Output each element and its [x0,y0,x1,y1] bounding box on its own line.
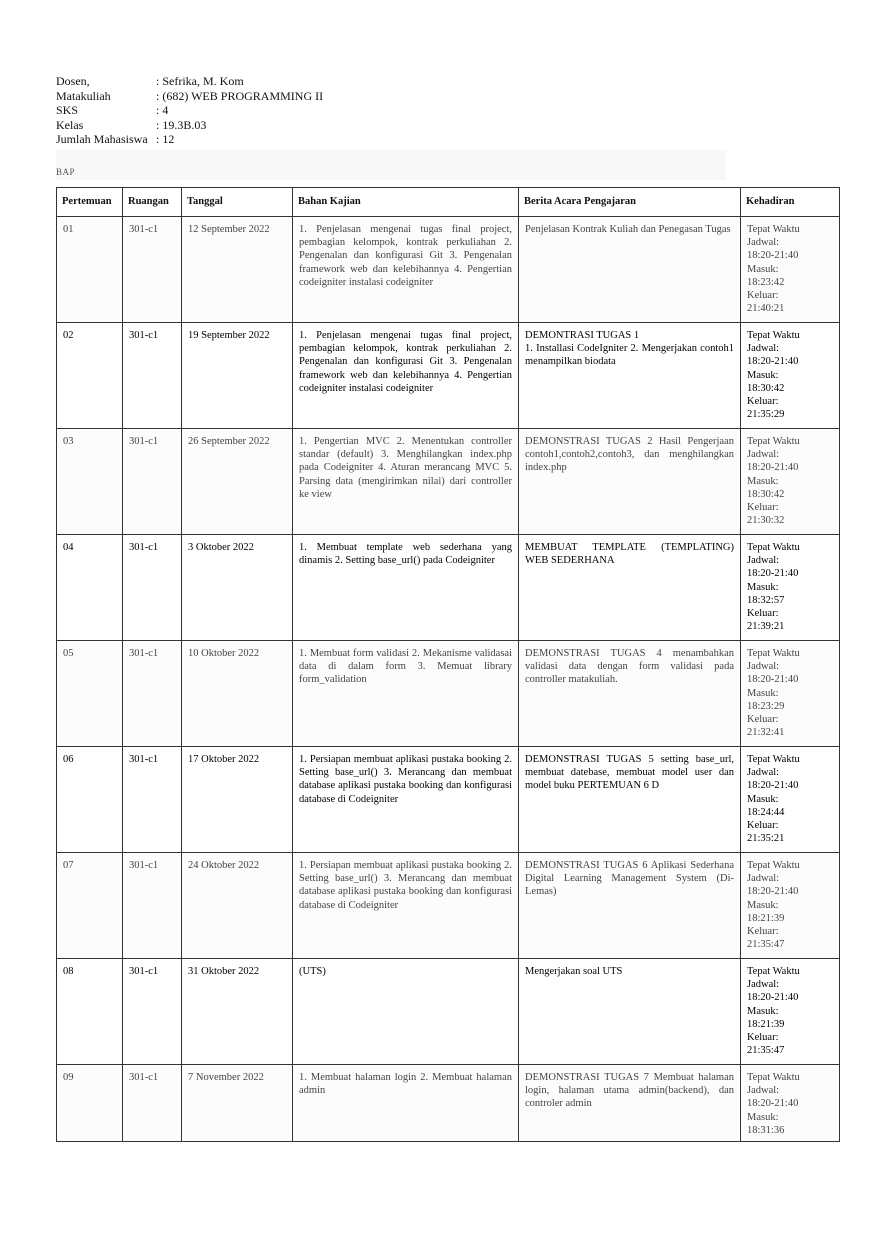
bap-label: BAP [56,167,76,177]
kehadiran-line: 21:35:21 [747,833,785,845]
kehadiran-line: 18:20-21:40 [747,780,799,792]
bahan-kajian-cell: (UTS) [293,959,519,1065]
pertemuan-cell: 06 [57,747,123,853]
table-row [57,323,840,429]
berita-line: DEMONSTRASI TUGAS 7 Membuat halaman login, halaman utama admin(backend), dan controler admin [525,1072,734,1110]
ruangan-cell: 301-c1 [123,323,182,429]
kehadiran-cell [741,217,840,323]
ruangan-cell: 301-c1 [123,747,182,853]
pertemuan-cell: 02 [57,323,123,429]
bap-band [56,150,726,180]
header-pertemuan: Pertemuan [57,188,123,217]
kehadiran-line: Tepat Waktu [747,754,800,765]
bap-table [56,187,840,1142]
kehadiran-line: Keluar: [747,608,779,620]
ruangan-cell: 301-c1 [123,429,182,535]
bahan-kajian-cell: 1. Penjelasan mengenai tugas final project, pembagian kelompok, kontrak perkuliahan 2. Pengenalan dan konfigurasi Git 3. Pengenalan framework web dan kelebihannya 4. Pengertian codeigniter instalasi codeigniter [293,217,519,323]
kehadiran-line: Masuk: [747,1005,779,1017]
kehadiran-line: Masuk: [747,1111,779,1123]
kehadiran-line: 18:21:39 [747,912,785,924]
bahan-kajian-cell: 1. Membuat template web sederhana yang dinamis 2. Setting base_url() pada Codeigniter [293,535,519,641]
tanggal-cell: 10 Oktober 2022 [182,641,293,747]
pertemuan-cell: 01 [57,217,123,323]
berita-acara-cell [519,853,741,959]
kehadiran-line: 18:20-21:40 [747,1098,799,1110]
kehadiran-line: Keluar: [747,502,779,514]
berita-acara-cell [519,959,741,1065]
header-kehadiran: Kehadiran [741,188,840,217]
tanggal-cell: 19 September 2022 [182,323,293,429]
berita-acara-cell [519,535,741,641]
info-row-kelas: Kelas : 19.3B.03 [56,117,207,132]
table-row [57,535,840,641]
berita-acara-cell [519,641,741,747]
kehadiran-line: 21:40:21 [747,303,785,315]
header-bahan-kajian: Bahan Kajian [293,188,519,217]
kehadiran-line: Tepat Waktu [747,224,800,235]
header-tanggal: Tanggal [182,188,293,217]
pertemuan-cell: 04 [57,535,123,641]
kehadiran-line: Masuk: [747,793,779,805]
pertemuan-cell: 09 [57,1065,123,1142]
bahan-kajian-cell: 1. Persiapan membuat aplikasi pustaka booking 2. Setting base_url() 3. Merancang dan membuat database aplikasi pustaka booking dan konfigurasi database di Codeigniter [293,747,519,853]
kehadiran-line: 21:35:47 [747,939,785,951]
ruangan-cell: 301-c1 [123,535,182,641]
kehadiran-line: 18:30:42 [747,488,785,500]
kehadiran-line: Jadwal: [747,767,780,779]
kehadiran-line: 21:35:47 [747,1045,785,1057]
berita-line: DEMONSTRASI TUGAS 4 menambahkan validasi data dengan form validasi pada controller matakuliah. [525,648,734,686]
pertemuan-cell: 05 [57,641,123,747]
kehadiran-line: Tepat Waktu [747,966,800,977]
kehadiran-line: 18:20-21:40 [747,250,799,262]
kehadiran-line: Jadwal: [747,661,780,673]
ruangan-cell: 301-c1 [123,959,182,1065]
kehadiran-line: 18:20-21:40 [747,568,799,580]
kehadiran-line: Jadwal: [747,979,780,991]
table-header-row [57,188,840,217]
kehadiran-line: 18:24:44 [747,806,785,818]
kehadiran-line: 18:20-21:40 [747,886,799,898]
berita-acara-cell [519,429,741,535]
tanggal-cell: 31 Oktober 2022 [182,959,293,1065]
tanggal-cell: 3 Oktober 2022 [182,535,293,641]
kehadiran-line: Masuk: [747,475,779,487]
kehadiran-line: Masuk: [747,687,779,699]
kehadiran-cell [741,959,840,1065]
kehadiran-line: Tepat Waktu [747,1072,800,1083]
berita-line: MEMBUAT TEMPLATE (TEMPLATING) WEB SEDERHANA [525,542,734,567]
kehadiran-line: 18:20-21:40 [747,674,799,686]
kehadiran-line: Masuk: [747,581,779,593]
info-row-sks: SKS : 4 [56,103,169,117]
kehadiran-line: 21:32:41 [747,727,785,739]
table-row [57,747,840,853]
kehadiran-cell [741,429,840,535]
table-row [57,429,840,535]
table-row [57,853,840,959]
tanggal-cell: 17 Oktober 2022 [182,747,293,853]
bahan-kajian-cell: 1. Persiapan membuat aplikasi pustaka booking 2. Setting base_url() 3. Merancang dan membuat database aplikasi pustaka booking dan konfigurasi database di Codeigniter [293,853,519,959]
kehadiran-line: 21:39:21 [747,621,785,633]
kehadiran-line: 18:30:42 [747,382,785,394]
info-row-matakuliah: Matakuliah : (682) WEB PROGRAMMING II [56,88,324,103]
kehadiran-line: 18:23:42 [747,276,785,288]
header-berita-acara: Berita Acara Pengajaran [519,188,741,217]
kehadiran-line: 18:20-21:40 [747,992,799,1004]
kehadiran-line: Keluar: [747,1032,779,1044]
table-row [57,217,840,323]
kehadiran-line: 21:30:32 [747,515,785,527]
pertemuan-cell: 07 [57,853,123,959]
bahan-kajian-cell: 1. Membuat form validasi 2. Mekanisme validasai data di dalam form 3. Memuat library form_validation [293,641,519,747]
kehadiran-line: Jadwal: [747,343,780,355]
tanggal-cell: 26 September 2022 [182,429,293,535]
kehadiran-line: Keluar: [747,714,779,726]
bahan-kajian-cell: 1. Pengertian MVC 2. Menentukan controller standar (default) 3. Menghilangkan index.php pada Codeigniter 4. Aturan merancang MVC 5. Parsing data (mengirimkan nilai) dari controller ke view [293,429,519,535]
berita-acara-cell [519,217,741,323]
kehadiran-line: 18:20-21:40 [747,462,799,474]
kehadiran-cell [741,747,840,853]
berita-line: DEMONSTRASI TUGAS 5 setting base_url, membuat datebase, membuat model user dan model buku PERTEMUAN 6 D [525,754,734,792]
kehadiran-cell [741,323,840,429]
kehadiran-line: 18:23:29 [747,700,785,712]
kehadiran-line: Jadwal: [747,449,780,461]
kehadiran-line: Keluar: [747,926,779,938]
bahan-kajian-cell: 1. Membuat halaman login 2. Membuat halaman admin [293,1065,519,1142]
kehadiran-line: Keluar: [747,820,779,832]
pertemuan-cell: 03 [57,429,123,535]
kehadiran-line: Masuk: [747,369,779,381]
kehadiran-line: 18:21:39 [747,1018,785,1030]
kehadiran-cell [741,853,840,959]
kehadiran-line: Keluar: [747,396,779,408]
berita-line: DEMONSTRASI TUGAS 2 Hasil Pengerjaan contoh1,contoh2,contoh3, dan menghilangkan index.php [525,436,734,474]
header-ruangan: Ruangan [123,188,182,217]
kehadiran-line: Masuk: [747,899,779,911]
berita-acara-cell [519,747,741,853]
berita-acara-cell [519,1065,741,1142]
berita-line: Penjelasan Kontrak Kuliah dan Penegasan Tugas [525,224,731,235]
tanggal-cell: 12 September 2022 [182,217,293,323]
kehadiran-line: 18:32:57 [747,594,785,606]
kehadiran-line: Masuk: [747,263,779,275]
info-row-jumlah-mahasiswa: Jumlah Mahasiswa : 12 [56,132,175,146]
kehadiran-line: Jadwal: [747,1085,780,1097]
kehadiran-line: Jadwal: [747,873,780,885]
kehadiran-line: Keluar: [747,290,779,302]
tanggal-cell: 24 Oktober 2022 [182,853,293,959]
table-row [57,1065,840,1142]
info-row-dosen: Dosen, : Sefrika, M. Kom [56,74,244,88]
berita-line: Mengerjakan soal UTS [525,966,623,977]
table-row [57,959,840,1065]
course-info [56,74,323,147]
ruangan-cell: 301-c1 [123,853,182,959]
kehadiran-line: 18:20-21:40 [747,356,799,368]
tanggal-cell: 7 November 2022 [182,1065,293,1142]
kehadiran-cell [741,1065,840,1142]
table-row [57,641,840,747]
kehadiran-cell [741,535,840,641]
berita-line: 1. Installasi CodeIgniter 2. Mengerjakan contoh1 menampilkan biodata [525,343,734,368]
kehadiran-line: Tepat Waktu [747,860,800,871]
kehadiran-line: Tepat Waktu [747,436,800,447]
kehadiran-line: 18:31:36 [747,1124,785,1136]
ruangan-cell: 301-c1 [123,217,182,323]
ruangan-cell: 301-c1 [123,1065,182,1142]
bahan-kajian-cell: 1. Penjelasan mengenai tugas final project, pembagian kelompok, kontrak perkuliahan 2. Pengenalan dan konfigurasi Git 3. Pengenalan framework web dan kelebihannya 4. Pengertian codeigniter instalasi codeigniter [293,323,519,429]
ruangan-cell: 301-c1 [123,641,182,747]
berita-line: DEMONTRASI TUGAS 1 [525,330,640,341]
kehadiran-line: Jadwal: [747,237,780,249]
pertemuan-cell: 08 [57,959,123,1065]
kehadiran-line: Tepat Waktu [747,330,800,341]
berita-acara-cell [519,323,741,429]
kehadiran-line: Tepat Waktu [747,542,800,553]
kehadiran-line: Jadwal: [747,555,780,567]
kehadiran-line: 21:35:29 [747,409,785,421]
berita-line: DEMONSTRASI TUGAS 6 Aplikasi Sederhana Digital Learning Management System (Di-Lemas) [525,860,734,898]
kehadiran-cell [741,641,840,747]
kehadiran-line: Tepat Waktu [747,648,800,659]
